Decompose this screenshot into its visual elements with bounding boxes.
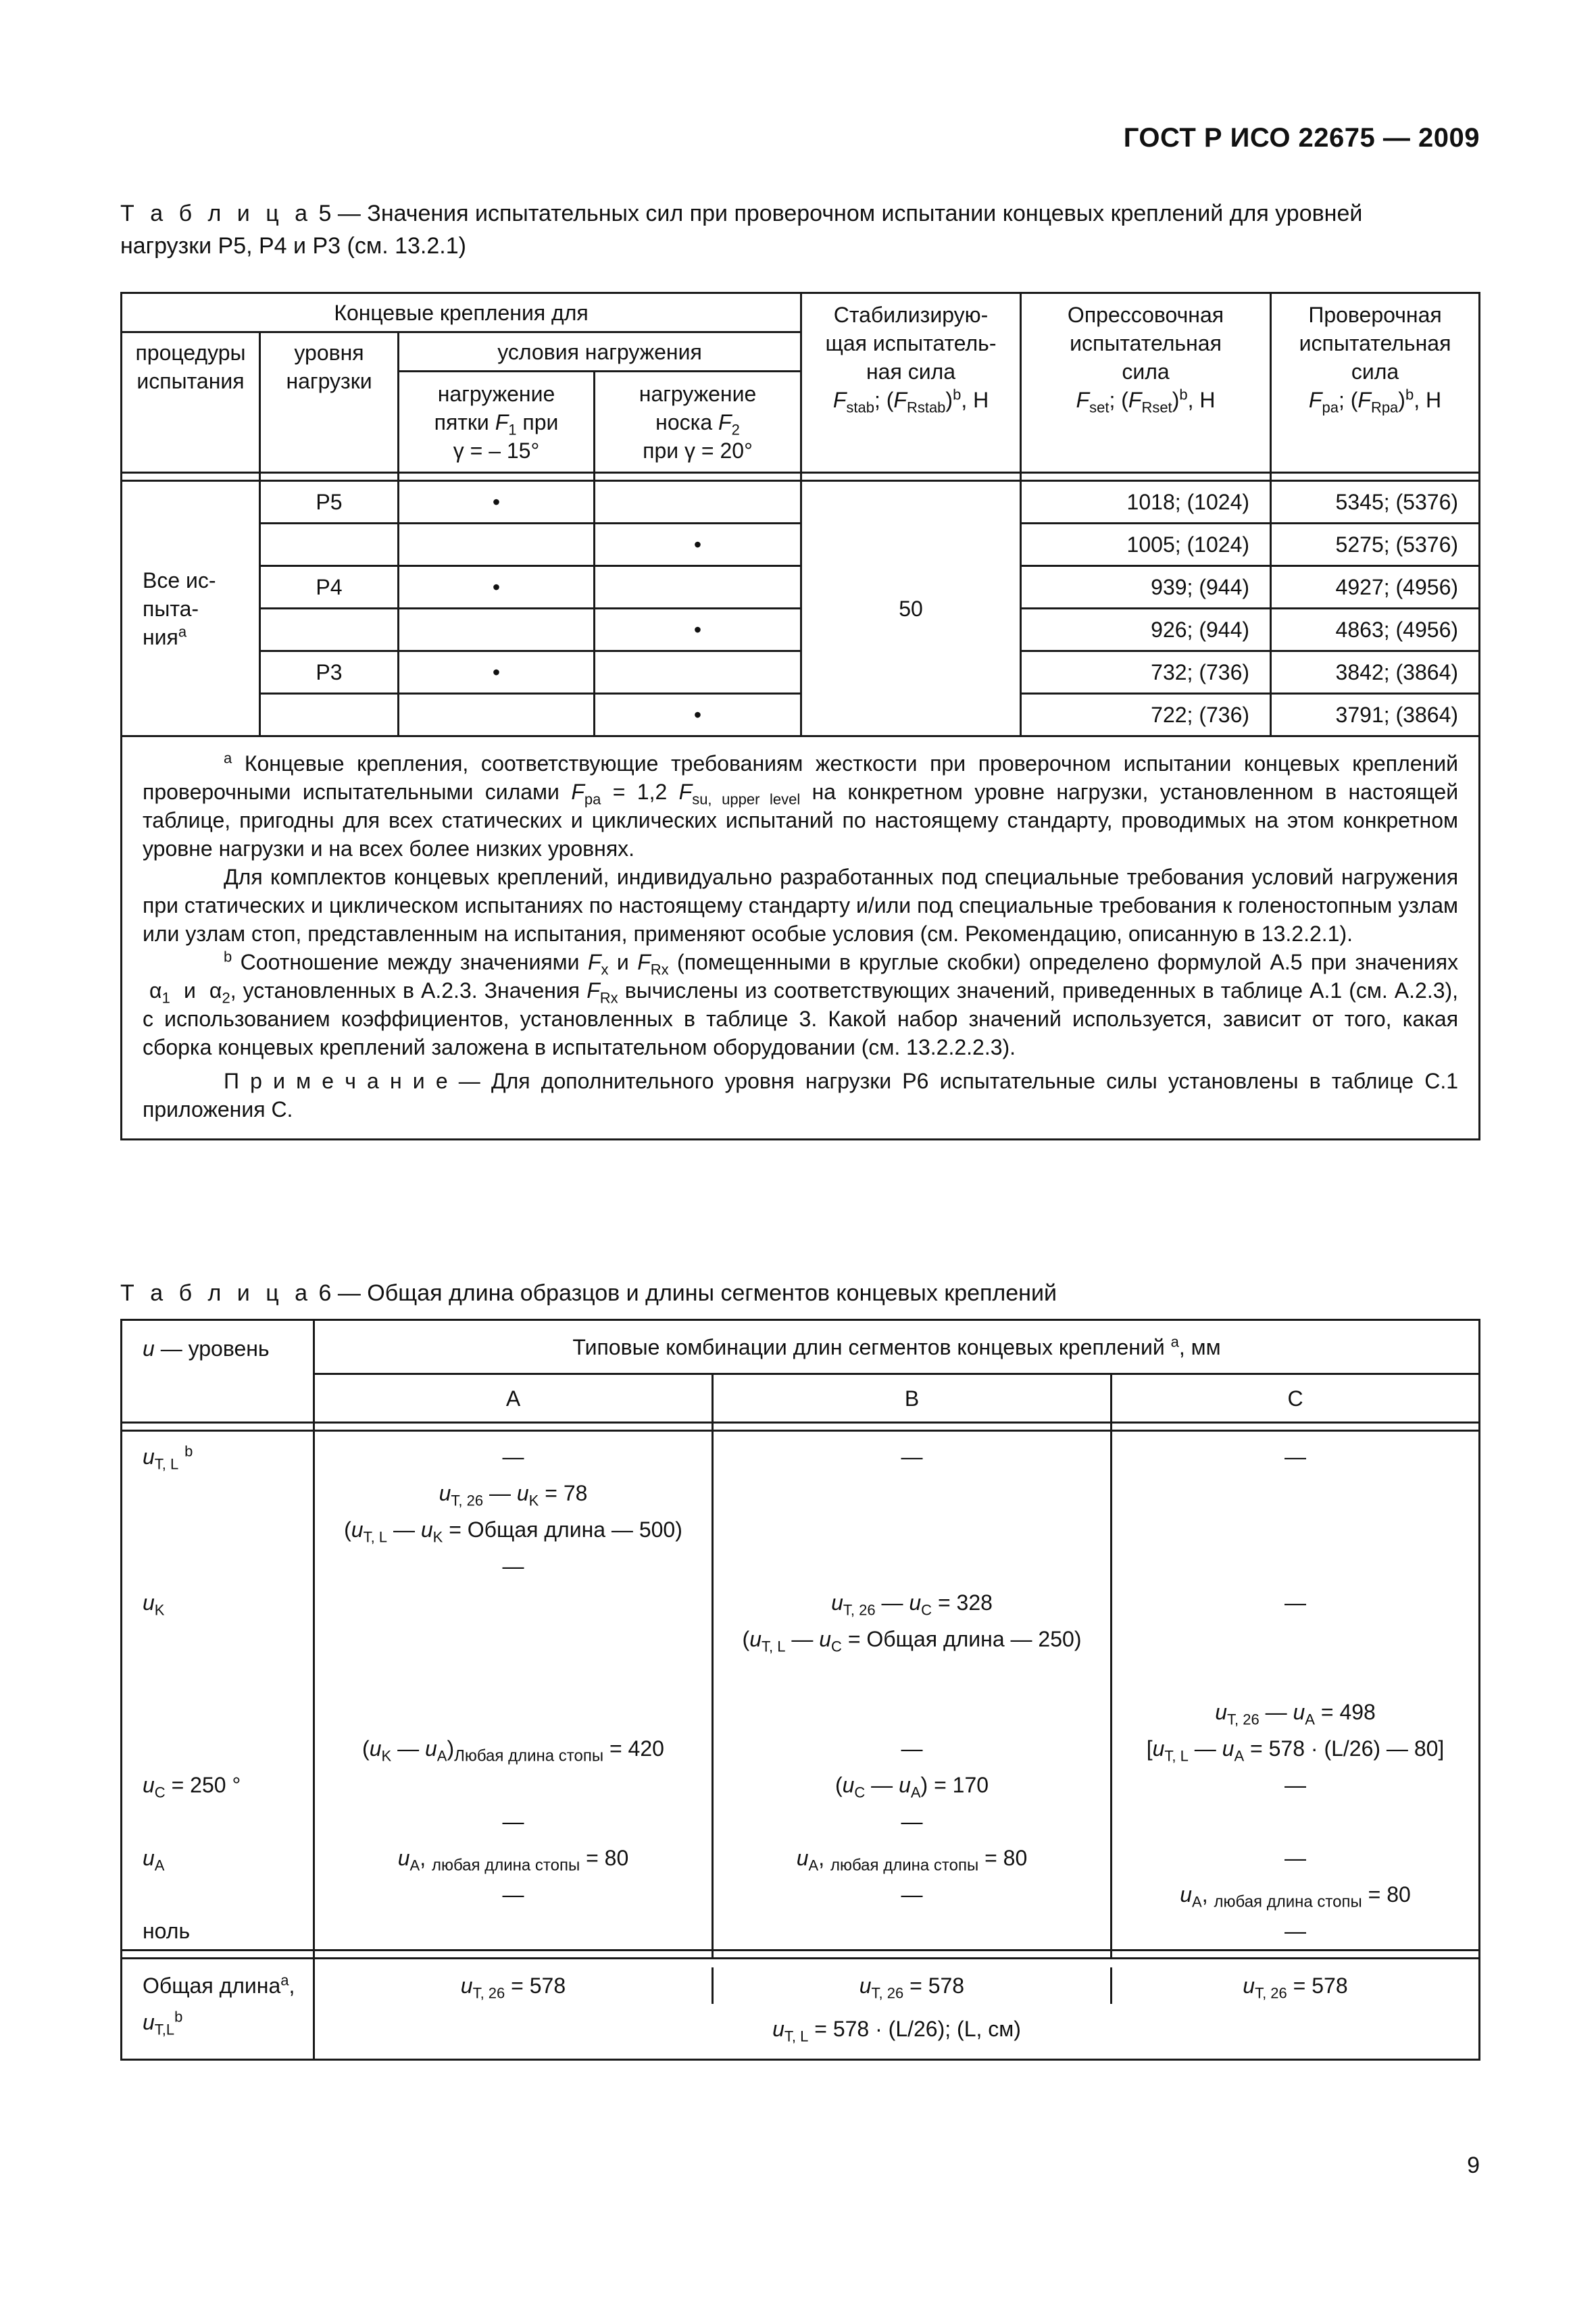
- th-stab-force: Стабилизирую- щая испытатель- ная сила $F_{stab}$; $(F_{Rstab})^b$, Н: [801, 293, 1021, 473]
- footnote-a-paragraph2: Для комплектов концевых креплений, индивидуально разработанных под специальные требования условий нагружения при статических и циклическом испытаниях по настоящему стандарту и/или под специальные требования к голеностопным узлам или узлам стоп, представленным на испытания, применяют особые условия (см. Рекомендацию, описанную в 13.2.2.1).: [143, 865, 1459, 946]
- th-col-c: C: [1112, 1374, 1480, 1423]
- footnote-b: $^b$ Соотношение между значениями $F_x$ и $F_{Rx}$ (помещенными в круглые скобки) определено формулой А.5 при значениях $\alpha_1$ и $\alpha_2$, установленных в А.2.3. Значения $F_{Rx}$ вычислены из соответствующих значений, приведенных в таблице А.1 (см. А.2.3), с использованием коэффициентов, установленных в таблице 3. Какой набор значений используется, зависит от того, какая сборка концевых креплений заложена в испытательном оборудовании (см. 13.2.2.2.3).: [143, 948, 1459, 1059]
- col-a-values: — $u_{T, 26}$ — $u_K = 78$ ($u_{T, L}$ — $u_K$ = Общая длина — 500) — ($u_K$ — $u_A)_{Любая длина стопы} = 420$ — $u_A$, $_{любая длина стопы}$ = 80 —: [314, 1431, 713, 1951]
- set-value-cell: 1018; (1024): [1021, 481, 1271, 524]
- th-col-b: B: [713, 1374, 1112, 1423]
- level-cell: P4: [260, 566, 399, 609]
- set-value-cell: 926; (944): [1021, 609, 1271, 651]
- table6-caption: [120, 1277, 1057, 1309]
- table6-caption-prefix: Т а б л и ц а: [120, 1280, 313, 1306]
- proof-value-cell: 5275; (5376): [1271, 524, 1480, 566]
- level-cell: [260, 524, 399, 566]
- set-value-cell: 939; (944): [1021, 566, 1271, 609]
- th-proof-force: Проверочная испытательная сила $F_{pa}$; $(F_{Rpa})^b$, Н: [1271, 293, 1480, 473]
- th-col-a: A: [314, 1374, 713, 1423]
- empty-cell: [399, 694, 595, 736]
- th-level: уровня нагрузки: [260, 332, 399, 473]
- set-value-cell: 1005; (1024): [1021, 524, 1271, 566]
- level-cell: P3: [260, 651, 399, 694]
- th-toe-loading: нагружение носка $F_2$ при γ = 20°: [595, 372, 801, 473]
- toe-bullet: •: [595, 609, 801, 651]
- stab-value-cell: 50: [801, 481, 1021, 736]
- table6: [120, 1319, 1480, 2061]
- empty-cell: [399, 524, 595, 566]
- level-cell: P5: [260, 481, 399, 524]
- general-length-cell: Общая длина$^a$, $u_{T,L}^b$: [122, 1959, 314, 2060]
- proof-value-cell: 4927; (4956): [1271, 566, 1480, 609]
- proof-value-cell: 3842; (3864): [1271, 651, 1480, 694]
- th-set-force: Опрессовочная испытательная сила $F_{set}$; $(F_{Rset})^b$, Н: [1021, 293, 1271, 473]
- empty-cell: [595, 481, 801, 524]
- table5-caption-text2: нагрузки P5, P4 и P3 (см. 13.2.1): [120, 233, 466, 259]
- heel-bullet: •: [399, 481, 595, 524]
- set-value-cell: 732; (736): [1021, 651, 1271, 694]
- footnote-a: $^a$ Концевые крепления, соответствующие требованиям жесткости при проверочном испытании концевых креплений проверочными испытательными силами $F_{pa} = 1,2$ $F_{su, upper level}$ на конкретном уровне нагрузки, установленном в настоящей таблице, пригодны для всех статических и циклических испытаний по настоящему стандарту, проводимых на этом конкретном уровне нагрузки и на всех более низких уровнях.: [143, 749, 1459, 861]
- general-length-values: $u_{T, 26} = 578$ $u_{T, 26} = 578$ $u_{T, 26} = 578$ $u_{T, L} = 578 \cdot (L/26)$; (L, см): [314, 1959, 1480, 2060]
- table5-note: П р и м е ч а н и е — Для дополнительного уровня нагрузки P6 испытательные силы установлены в таблице С.1 приложения С.: [143, 1069, 1459, 1122]
- proof-value-cell: 3791; (3864): [1271, 694, 1480, 736]
- table5-caption-text: 5 — Значения испытательных сил при проверочном испытании концевых креплений для уровней: [318, 201, 1363, 226]
- proof-value-cell: 4863; (4956): [1271, 609, 1480, 651]
- u-levels-column: $u_{T, L}$ $^b$ $u_K$ $u_C = 250$ ° $u_A$ ноль: [122, 1431, 314, 1951]
- table5: [120, 292, 1480, 1140]
- table5-caption: [120, 197, 1478, 262]
- empty-cell: [595, 566, 801, 609]
- col-b-values: — $u_{T, 26}$ — $u_C = 328$ ($u_{T, L}$ — $u_C$ = Общая длина — 250) — ($u_C$ — $u_A) = 170$ — $u_A$, $_{любая длина стопы}$ = 80 —: [713, 1431, 1112, 1951]
- table5-caption-prefix: Т а б л и ц а: [120, 201, 313, 226]
- level-cell: [260, 694, 399, 736]
- proof-value-cell: 5345; (5376): [1271, 481, 1480, 524]
- document-code-header: ГОСТ Р ИСО 22675 — 2009: [1123, 123, 1480, 153]
- empty-cell: [595, 651, 801, 694]
- page-number: 9: [1467, 2153, 1480, 2178]
- th-loading-conditions: условия нагружения: [399, 332, 801, 372]
- set-value-cell: 722; (736): [1021, 694, 1271, 736]
- all-tests-cell: Все ис- пыта- ния$^a$: [122, 481, 260, 736]
- toe-bullet: •: [595, 524, 801, 566]
- th-procedures: процедуры испытания: [122, 332, 260, 473]
- th-end-fittings: Концевые крепления для: [122, 293, 801, 332]
- heel-bullet: •: [399, 566, 595, 609]
- heel-bullet: •: [399, 651, 595, 694]
- th-heel-loading: нагружение пятки $F_1$ при γ = – 15°: [399, 372, 595, 473]
- table6-caption-text: 6 — Общая длина образцов и длины сегментов концевых креплений: [318, 1280, 1057, 1306]
- table5-footnotes: [122, 736, 1480, 1140]
- level-cell: [260, 609, 399, 651]
- toe-bullet: •: [595, 694, 801, 736]
- empty-cell: [399, 609, 595, 651]
- th-u-level: u — уровень: [122, 1320, 314, 1423]
- col-c-values: — — $u_{T, 26}$ — $u_A = 498$ [$u_{T, L}$ — $u_A = 578 \cdot (L/26)$ — 80] — — $u_A$, $_{любая длина стопы}$ = 80 —: [1112, 1431, 1480, 1951]
- th-typical-combinations: Типовые комбинации длин сегментов концевых креплений $^a$, мм: [314, 1320, 1480, 1374]
